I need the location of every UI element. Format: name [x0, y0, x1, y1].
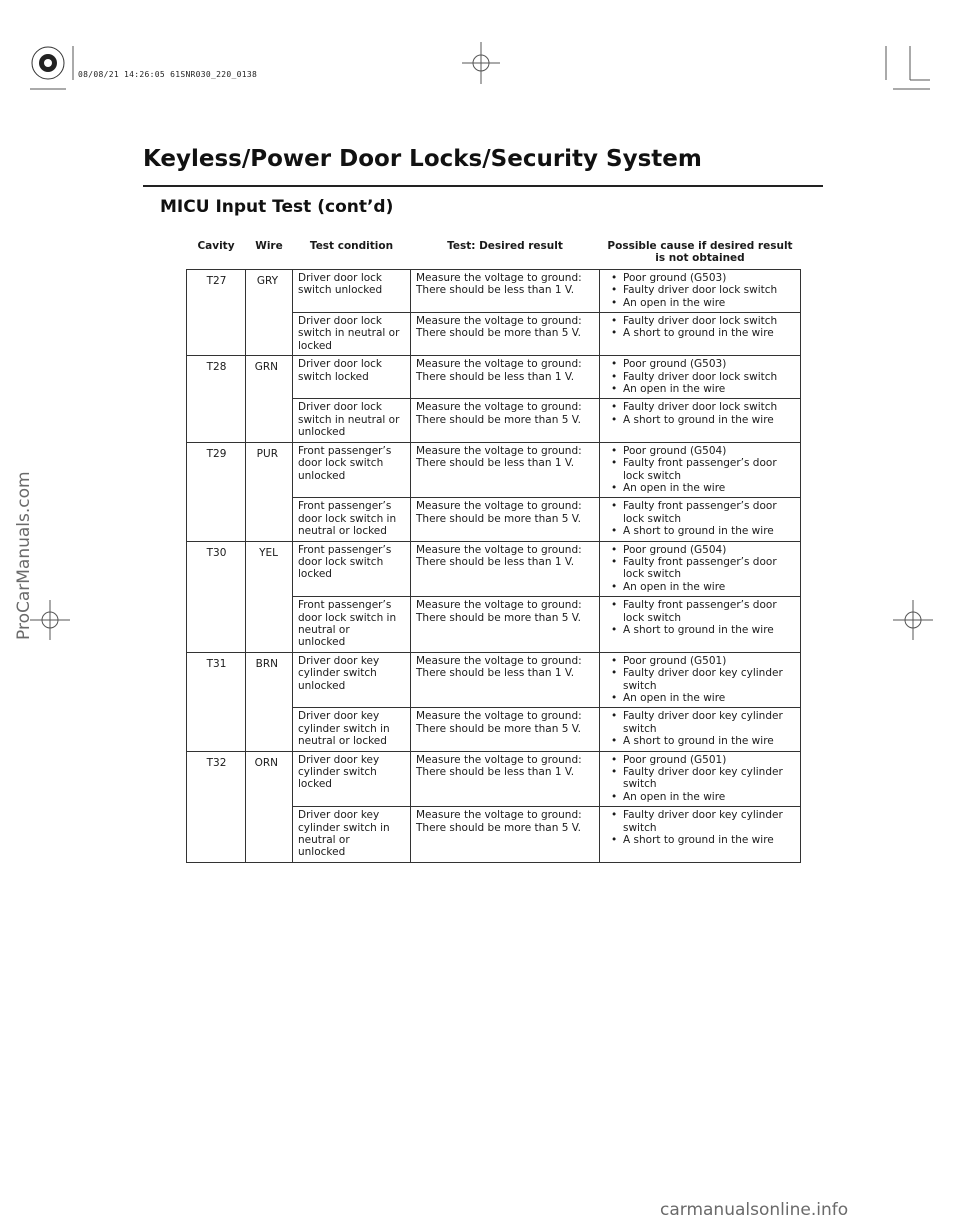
- possible-cause-item: • Faulty front passenger’s door lock switch: [605, 599, 796, 624]
- possible-cause-list: [605, 315, 796, 340]
- wire-color-cell: PUR: [246, 442, 293, 541]
- test-condition-text: Front passenger’s door lock switch unlocked: [298, 444, 392, 482]
- possible-cause-item: • Faulty front passenger’s door lock switch: [605, 556, 796, 581]
- page-title: Keyless/Power Door Locks/Security System: [143, 146, 702, 172]
- test-condition-text: Front passenger’s door lock switch locked: [298, 543, 392, 581]
- table-row: [187, 269, 801, 312]
- cavity-cell: T31: [187, 652, 246, 751]
- possible-cause-item: • An open in the wire: [605, 692, 796, 704]
- desired-result-cell: [411, 399, 600, 442]
- possible-cause-list: [605, 272, 796, 309]
- desired-result-text: Measure the voltage to ground: There should be less than 1 V.: [416, 753, 582, 779]
- title-divider: [143, 185, 823, 187]
- cavity-cell: T30: [187, 541, 246, 652]
- test-condition-cell: [293, 399, 411, 442]
- column-header-desired-result: Test: Desired result: [411, 238, 600, 269]
- desired-result-cell: [411, 442, 600, 498]
- possible-cause-item: • Poor ground (G501): [605, 655, 796, 667]
- registration-target-icon: [32, 47, 64, 79]
- desired-result-text: Measure the voltage to ground: There should be more than 5 V.: [416, 599, 582, 624]
- micu-input-test-table: [186, 238, 801, 863]
- possible-cause-list: [605, 500, 796, 537]
- possible-cause-list: [605, 754, 796, 804]
- possible-cause-item: • Faulty front passenger’s door lock switch: [605, 500, 796, 525]
- possible-cause-item: • A short to ground in the wire: [605, 327, 796, 339]
- possible-cause-item: • Poor ground (G501): [605, 754, 796, 766]
- wire-color-cell: ORN: [246, 751, 293, 862]
- possible-cause-list: [605, 401, 796, 426]
- table-header-row: [187, 238, 801, 269]
- wire-color-cell: GRY: [246, 269, 293, 355]
- test-condition-cell: [293, 807, 411, 863]
- desired-result-cell: [411, 751, 600, 807]
- test-condition-cell: [293, 597, 411, 653]
- test-condition-text: Front passenger’s door lock switch in neutral or locked: [298, 500, 397, 538]
- table-row: [187, 442, 801, 498]
- possible-cause-item: • An open in the wire: [605, 297, 796, 309]
- possible-cause-item: • Faulty driver door lock switch: [605, 284, 796, 296]
- test-condition-text: Driver door lock switch in neutral or locked: [298, 315, 400, 352]
- test-condition-cell: [293, 652, 411, 708]
- possible-cause-item: • Faulty driver door key cylinder switch: [605, 667, 796, 692]
- desired-result-text: Measure the voltage to ground: There should be more than 5 V.: [416, 315, 582, 340]
- test-condition-text: Driver door key cylinder switch unlocked: [298, 654, 380, 692]
- possible-cause-cell: [600, 399, 801, 442]
- wire-color-cell: GRN: [246, 356, 293, 442]
- test-condition-text: Driver door key cylinder switch locked: [298, 753, 380, 791]
- cavity-cell: T28: [187, 356, 246, 442]
- possible-cause-cell: [600, 597, 801, 653]
- possible-cause-item: • Faulty driver door key cylinder switch: [605, 809, 796, 834]
- column-header-possible-cause: Possible cause if desired result is not obtained: [600, 238, 801, 269]
- cavity-cell: T27: [187, 269, 246, 355]
- possible-cause-item: • A short to ground in the wire: [605, 624, 796, 636]
- test-condition-text: Front passenger’s door lock switch in neutral or unlocked: [298, 599, 397, 649]
- possible-cause-item: • Poor ground (G504): [605, 544, 796, 556]
- possible-cause-item: • Poor ground (G503): [605, 358, 796, 370]
- desired-result-text: Measure the voltage to ground: There should be more than 5 V.: [416, 401, 582, 426]
- possible-cause-list: [605, 445, 796, 495]
- possible-cause-list: [605, 809, 796, 846]
- possible-cause-item: • An open in the wire: [605, 791, 796, 803]
- possible-cause-item: • Faulty front passenger’s door lock switch: [605, 457, 796, 482]
- desired-result-text: Measure the voltage to ground: There should be less than 1 V.: [416, 358, 582, 383]
- possible-cause-cell: [600, 269, 801, 312]
- test-condition-cell: [293, 313, 411, 356]
- desired-result-text: Measure the voltage to ground: There should be more than 5 V.: [416, 809, 582, 834]
- wire-color-cell: BRN: [246, 652, 293, 751]
- possible-cause-list: [605, 710, 796, 747]
- possible-cause-item: • A short to ground in the wire: [605, 414, 796, 426]
- desired-result-cell: [411, 356, 600, 399]
- test-condition-text: Driver door lock switch in neutral or unlocked: [298, 401, 400, 439]
- possible-cause-item: • Faulty driver door key cylinder switch: [605, 766, 796, 791]
- possible-cause-item: • Poor ground (G504): [605, 445, 796, 457]
- desired-result-cell: [411, 313, 600, 356]
- possible-cause-item: • Faulty driver door lock switch: [605, 401, 796, 413]
- possible-cause-item: • An open in the wire: [605, 383, 796, 395]
- possible-cause-cell: [600, 498, 801, 541]
- table-row: [187, 541, 801, 597]
- watermark-procarmanuals: ProCarManuals.com: [14, 471, 34, 640]
- desired-result-cell: [411, 807, 600, 863]
- possible-cause-cell: [600, 652, 801, 708]
- section-title: MICU Input Test (cont’d): [160, 197, 394, 217]
- wire-color-cell: YEL: [246, 541, 293, 652]
- column-header-test-condition: Test condition: [293, 238, 411, 269]
- test-condition-cell: [293, 541, 411, 597]
- test-condition-cell: [293, 442, 411, 498]
- possible-cause-cell: [600, 751, 801, 807]
- desired-result-cell: [411, 597, 600, 653]
- possible-cause-item: • A short to ground in the wire: [605, 735, 796, 747]
- test-condition-cell: [293, 498, 411, 541]
- desired-result-text: Measure the voltage to ground: There should be less than 1 V.: [416, 543, 582, 568]
- desired-result-text: Measure the voltage to ground: There should be less than 1 V.: [416, 444, 582, 470]
- possible-cause-item: • An open in the wire: [605, 482, 796, 494]
- desired-result-text: Measure the voltage to ground: There should be less than 1 V.: [416, 654, 582, 680]
- possible-cause-item: • Poor ground (G503): [605, 272, 796, 284]
- possible-cause-cell: [600, 541, 801, 597]
- cavity-cell: T29: [187, 442, 246, 541]
- desired-result-cell: [411, 541, 600, 597]
- possible-cause-cell: [600, 708, 801, 751]
- possible-cause-item: • A short to ground in the wire: [605, 834, 796, 846]
- test-condition-text: Driver door lock switch unlocked: [298, 271, 383, 297]
- desired-result-cell: [411, 652, 600, 708]
- possible-cause-item: • An open in the wire: [605, 581, 796, 593]
- test-condition-text: Driver door key cylinder switch in neutral or locked: [298, 710, 390, 748]
- possible-cause-cell: [600, 807, 801, 863]
- print-stamp: 08/08/21 14:26:05 61SNR030_220_0138: [78, 70, 258, 79]
- possible-cause-cell: [600, 356, 801, 399]
- column-header-cavity: Cavity: [187, 238, 246, 269]
- possible-cause-item: • A short to ground in the wire: [605, 525, 796, 537]
- possible-cause-cell: [600, 442, 801, 498]
- desired-result-cell: [411, 498, 600, 541]
- possible-cause-list: [605, 655, 796, 705]
- possible-cause-item: • Faulty driver door key cylinder switch: [605, 710, 796, 735]
- column-header-wire: Wire: [246, 238, 293, 269]
- test-condition-cell: [293, 708, 411, 751]
- table-body: [187, 269, 801, 862]
- possible-cause-list: [605, 358, 796, 395]
- test-condition-text: Driver door lock switch locked: [298, 358, 383, 383]
- test-condition-cell: [293, 751, 411, 807]
- desired-result-text: Measure the voltage to ground: There should be more than 5 V.: [416, 710, 582, 735]
- test-condition-cell: [293, 269, 411, 312]
- test-condition-text: Driver door key cylinder switch in neutral or unlocked: [298, 809, 390, 859]
- desired-result-text: Measure the voltage to ground: There should be less than 1 V.: [416, 271, 582, 297]
- possible-cause-cell: [600, 313, 801, 356]
- table-row: [187, 652, 801, 708]
- possible-cause-list: [605, 599, 796, 636]
- possible-cause-list: [605, 544, 796, 594]
- desired-result-cell: [411, 269, 600, 312]
- desired-result-cell: [411, 708, 600, 751]
- possible-cause-item: • Faulty driver door lock switch: [605, 315, 796, 327]
- table-row: [187, 356, 801, 399]
- table-row: [187, 751, 801, 807]
- test-condition-cell: [293, 356, 411, 399]
- possible-cause-item: • Faulty driver door lock switch: [605, 371, 796, 383]
- cavity-cell: T32: [187, 751, 246, 862]
- desired-result-text: Measure the voltage to ground: There should be more than 5 V.: [416, 500, 582, 525]
- watermark-carmanualsonline: carmanualsonline.info: [660, 1200, 849, 1220]
